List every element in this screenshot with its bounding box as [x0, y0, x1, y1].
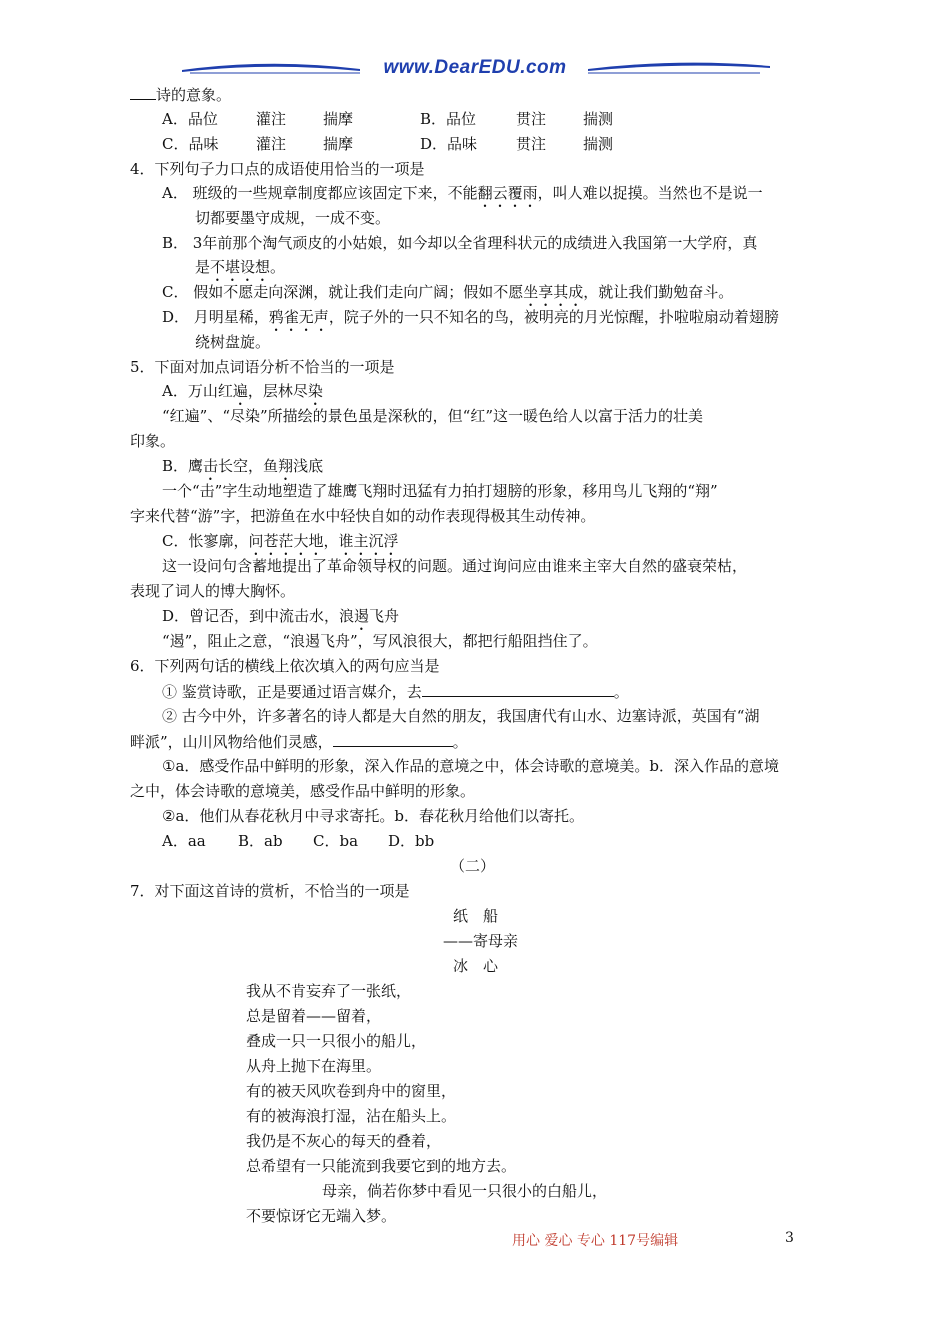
poem-line: 不要惊讶它无端入梦。 — [246, 1207, 397, 1225]
dotted-text: 翔 — [278, 457, 294, 475]
poem-line: 母亲，倘若你梦中看见一只很小的白船儿， — [322, 1182, 608, 1200]
fill-blank — [422, 680, 614, 697]
question-7-stem: 7．对下面这首诗的赏析，不恰当的一项是 — [130, 882, 410, 900]
question-4-stem: 4．下列句子力口点的成语使用恰当的一项是 — [130, 160, 425, 178]
text: 。 — [270, 258, 286, 276]
question-5-stem: 5．下面对加点词语分析不恰当的一项是 — [130, 358, 395, 376]
dotted-text: 遍 — [232, 382, 248, 400]
dotted-text: 染 — [307, 382, 323, 400]
poem-title: 纸 船 — [453, 907, 499, 925]
fill-blank — [130, 83, 156, 100]
dotted-text: 问苍茫大地 — [248, 532, 324, 550]
question-6-stem: 6．下列两句话的横线上依次填入的两句应当是 — [130, 657, 440, 675]
q6-sentence-2-cont — [130, 730, 468, 752]
q4-option-b: B． 3年前那个淘气顽皮的小姑娘，如今却以全省理科状元的成绩进入我国第一大学府，真 — [162, 234, 758, 252]
q5-d-explanation: “遏”，阻止之意，“浪遏飞舟”，写风浪很大，都把行船阻挡住了。 — [162, 632, 598, 650]
poem-line: 叠成一只一只很小的船儿， — [246, 1032, 427, 1050]
text-line — [130, 83, 231, 105]
choice-a: A．aa — [162, 832, 206, 850]
option-d-3: 揣测 — [583, 135, 614, 153]
text: A． 班级的一些规章制度都应该固定下来，不能 — [162, 184, 478, 202]
text: ，就让我们勤勉奋斗。 — [583, 283, 734, 301]
text: ，院子外的一只不知名的鸟，被明亮的月光惊醒，扑啦啦扇动着翅膀 — [328, 308, 779, 326]
text: 浅底 — [293, 457, 324, 475]
dotted-text: 不堪设想 — [210, 258, 271, 276]
poem-subtitle: ——寄母亲 — [443, 932, 519, 950]
q6-options-1: ①a．感受作品中鲜明的形象，深入作品的意境之中，体会诗歌的意境美。b．深入作品的意境 — [162, 757, 779, 775]
poem-line: 有的被海浪打湿，沾在船头上。 — [246, 1107, 457, 1125]
option-d-2: 贯注 — [516, 135, 547, 153]
text: ，叫人难以捉摸。当然也不是说一 — [537, 184, 763, 202]
option-a-1: A．品位 — [162, 110, 218, 128]
site-url[interactable]: www.DearEDU.com — [383, 57, 567, 78]
option-b-3: 揣测 — [583, 110, 614, 128]
text: D． 月明星稀， — [162, 308, 269, 326]
option-c-3: 揣摩 — [323, 135, 354, 153]
text: D．曾记否，到中流击水，浪 — [162, 607, 355, 625]
poem-line: 我仍是不灰心的每天的叠着， — [246, 1132, 442, 1150]
q5-option-c — [162, 530, 399, 552]
q5-c-explanation: 这一设问句含蓄地提出了革命领导权的问题。通过询问应由谁来主宰大自然的盛衰荣枯， — [162, 557, 748, 575]
dotted-text: 谁主沉浮 — [338, 532, 399, 550]
text: 。 — [452, 733, 468, 751]
page-header — [0, 0, 950, 90]
poem-line: 有的被天风吹卷到舟中的窗里， — [246, 1082, 457, 1100]
option-a-2: 灌注 — [256, 110, 287, 128]
poem-author: 冰 心 — [453, 957, 499, 975]
option-b-2: 贯注 — [516, 110, 547, 128]
dotted-text: 坐享其成 — [523, 283, 584, 301]
poem-line: 总希望有一只能流到我要它到的地方去。 — [246, 1157, 517, 1175]
poem-line: 我从不肯妄弃了一张纸， — [246, 982, 412, 1000]
text: 。 — [613, 683, 629, 701]
q5-c-explanation-cont: 表现了词人的博大胸怀。 — [130, 582, 296, 600]
dotted-text: 击 — [203, 457, 219, 475]
choice-d: D．bb — [388, 832, 435, 850]
text: B．鹰 — [162, 457, 204, 475]
q4-option-a — [162, 182, 763, 204]
option-c-1: C．品味 — [162, 135, 219, 153]
text: ， — [323, 532, 339, 550]
q5-b-explanation-cont: 字来代替“游”字，把游鱼在水中轻快自如的动作表现得极其生动传神。 — [130, 507, 596, 525]
page-number: 3 — [785, 1230, 794, 1246]
option-c-2: 灌注 — [256, 135, 287, 153]
q4-option-d-cont: 绕树盘旋。 — [195, 333, 271, 351]
q5-option-b — [162, 455, 323, 477]
text: 诗的意象。 — [156, 86, 232, 104]
text: 长空，鱼 — [218, 457, 279, 475]
text: ，层林尽 — [247, 382, 308, 400]
q5-option-d — [162, 605, 399, 627]
text: A．万山红 — [162, 382, 233, 400]
text: C． 假如不愿走向深渊，就让我们走向广阔；假如不愿 — [162, 283, 524, 301]
q6-sentence-1 — [162, 680, 629, 702]
option-a-3: 揣摩 — [323, 110, 354, 128]
dotted-text: 鸦雀无声 — [268, 308, 329, 326]
section-heading: （二） — [450, 857, 496, 875]
dotted-text: 遏 — [354, 607, 370, 625]
q5-a-explanation: “红遍”、“尽染”所描绘的景色虽是深秋的，但“红”这一暖色给人以富于活力的壮美 — [162, 407, 704, 425]
text: ① 鉴赏诗歌，正是要通过语言媒介，去 — [162, 683, 422, 701]
footer-editor-note: 用心 爱心 专心 117号编辑 — [512, 1233, 679, 1249]
q5-b-explanation: 一个“击”字生动地塑造了雄鹰飞翔时迅猛有力拍打翅膀的形象，移用鸟儿飞翔的“翔” — [162, 482, 718, 500]
q4-option-d — [162, 306, 779, 328]
poem-line: 总是留着——留着， — [246, 1007, 382, 1025]
text: C．怅寥廓， — [162, 532, 249, 550]
q6-options-1-cont: 之中，体会诗歌的意境美，感受作品中鲜明的形象。 — [130, 782, 476, 800]
fill-blank — [333, 730, 453, 747]
text: 畔派”，山川风物给他们灵感， — [130, 733, 333, 751]
q6-options-2: ②a．他们从春花秋月中寻求寄托。b．春花秋月给他们以寄托。 — [162, 807, 584, 825]
option-b-1: B．品位 — [420, 110, 477, 128]
q5-a-explanation-cont: 印象。 — [130, 432, 176, 450]
text: 是 — [195, 258, 211, 276]
q4-option-c — [162, 281, 733, 303]
poem-line: 从舟上抛下在海里。 — [246, 1057, 382, 1075]
option-d-1: D．品味 — [420, 135, 478, 153]
choice-c: C．ba — [313, 832, 359, 850]
q4-option-b-cont — [195, 256, 285, 278]
q4-option-a-cont: 切都要墨守成规，一成不变。 — [195, 209, 391, 227]
choice-b: B．ab — [238, 832, 283, 850]
q5-option-a — [162, 380, 323, 402]
q6-sentence-2: ② 古今中外，许多著名的诗人都是大自然的朋友，我国唐代有山水、边塞诗派，英国有“湖 — [162, 707, 760, 725]
text: 飞舟 — [369, 607, 400, 625]
dotted-text: 翻云覆雨 — [477, 184, 538, 202]
